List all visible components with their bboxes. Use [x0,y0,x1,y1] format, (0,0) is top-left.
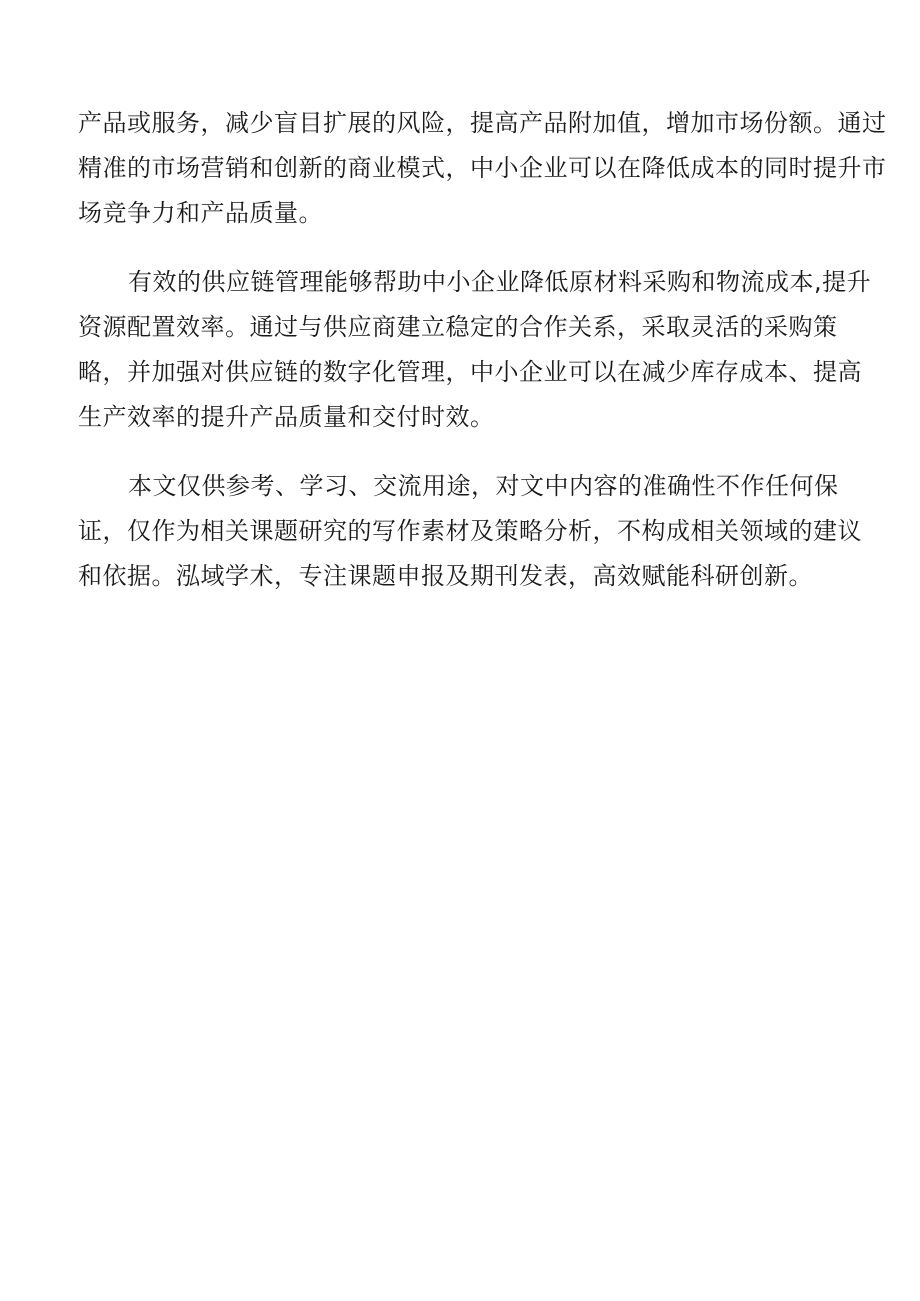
text-line: 资源配置效率。通过与供应商建立稳定的合作关系，采取灵活的采购策 [78,313,838,341]
text-line: 证，仅作为相关课题研究的写作素材及策略分析，不构成相关领域的建议 [78,517,862,545]
paragraph-3 [78,464,862,599]
text-line: 有效的供应链管理能够帮助中小企业降低原材料采购和物流成本,提升 [128,268,872,296]
text-line: 和依据。泓域学术，专注课题申报及期刊发表，高效赋能科研创新。 [78,562,813,590]
text-line: 精准的市场营销和创新的商业模式，中小企业可以在降低成本的同时提升市 [78,154,887,182]
paragraph-2 [78,260,872,440]
text-line: 生产效率的提升产品质量和交付时效。 [78,403,495,431]
text-line: 略，并加强对供应链的数字化管理，中小企业可以在减少库存成本、提高 [78,358,862,386]
document-body [78,101,887,623]
text-line: 产品或服务，减少盲目扩展的风险，提高产品附加值，增加市场份额。通过 [78,109,887,137]
text-line: 本文仅供参考、学习、交流用途，对文中内容的准确性不作任何保 [128,472,839,500]
text-line: 场竞争力和产品质量。 [78,199,323,227]
paragraph-1 [78,101,887,236]
